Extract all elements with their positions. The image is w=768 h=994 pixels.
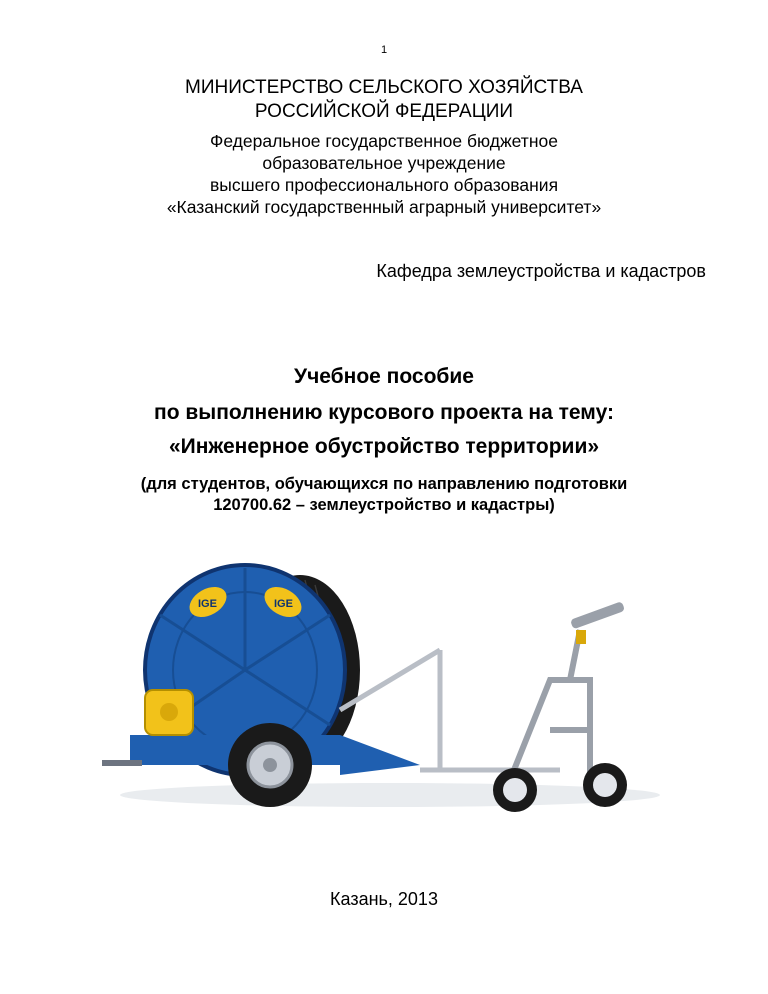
cart-wheel-left-rim <box>503 778 527 802</box>
department-name: Кафедра землеустройства и кадастров <box>376 261 706 281</box>
svg-text:IGE: IGE <box>274 598 293 610</box>
main-hub <box>263 758 277 772</box>
institution-line-4: «Казанский государственный аграрный университет» <box>166 197 602 217</box>
cart-wheel-right-rim <box>593 773 617 797</box>
chassis-ramp <box>340 735 420 775</box>
institution-line-3: высшего профессионального образования <box>209 175 559 195</box>
project-theme: «Инженерное обустройство территории» <box>168 435 600 458</box>
audience-line-1: (для студентов, обучающихся по направлению подготовки <box>140 475 628 493</box>
audience-note <box>0 474 768 516</box>
ministry-line-1: МИНИСТЕРСТВО СЕЛЬСКОГО ХОЗЯЙСТВА <box>185 77 583 98</box>
institution-line-2: образовательное учреждение <box>262 153 506 173</box>
institution-line-1: Федеральное государственное бюджетное <box>210 131 558 151</box>
svg-text:IGE: IGE <box>198 598 217 610</box>
city-year: Казань, 2013 <box>330 889 438 909</box>
document-subtitle: по выполнению курсового проекта на тему: <box>154 401 614 424</box>
ministry-header <box>0 76 768 124</box>
irrigation-machine-image <box>90 560 670 830</box>
document-title: Учебное пособие <box>294 365 474 388</box>
tow-bar <box>102 760 142 766</box>
sprinkler-gun <box>570 601 625 644</box>
sprinkler-cart <box>510 630 590 780</box>
institution-block <box>0 130 768 218</box>
audience-line-2: 120700.62 – землеустройство и кадастры) <box>213 496 555 514</box>
page-number: 1 <box>380 44 388 56</box>
ground-shadow <box>120 783 660 807</box>
ministry-line-2: РОССИЙСКОЙ ФЕДЕРАЦИИ <box>254 101 514 122</box>
gearbox-hub <box>160 703 178 721</box>
